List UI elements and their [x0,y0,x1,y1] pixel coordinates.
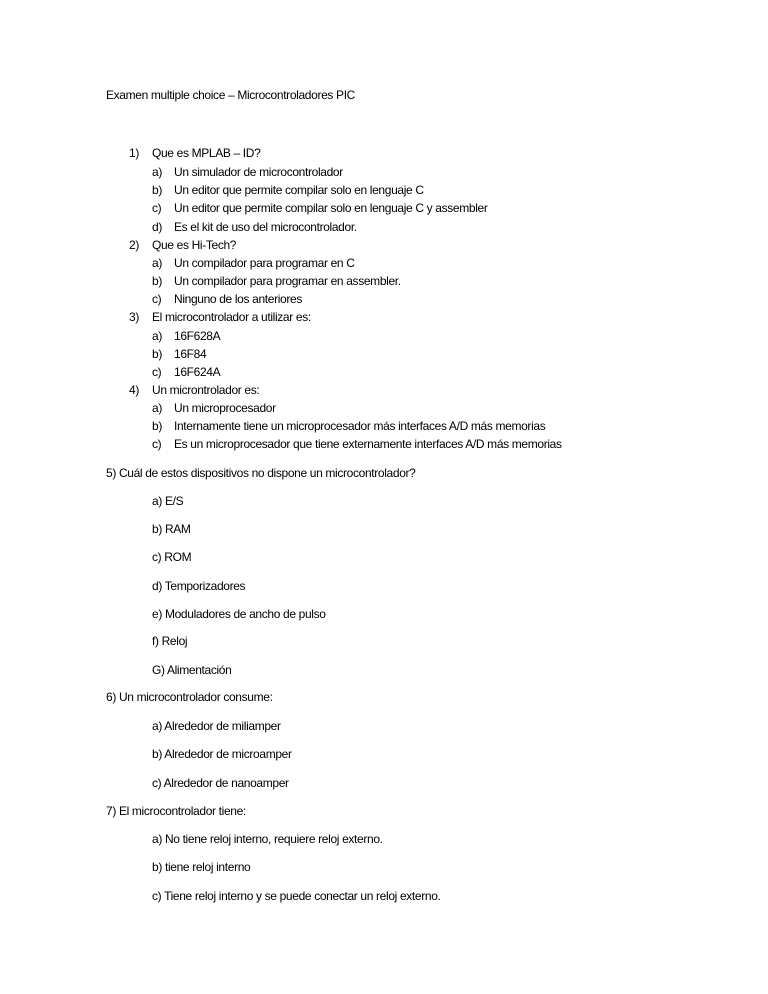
option-text: 16F624A [174,365,221,379]
question-5-text: 5) Cuál de estos dispositivos no dispone un microcontrolador? [106,466,416,480]
option-text: G) Alimentación [152,663,232,677]
option-text: b) tiene reloj interno [152,860,251,874]
option-text: Un microprocesador [174,401,276,415]
option-text: a) Alrededor de miliamper [152,719,281,733]
question-7-text: 7) El microcontrolador tiene: [106,804,246,818]
option-text: b) Alrededor de microamper [152,747,292,761]
question-2-text: Que es Hi-Tech? [152,238,237,252]
option-text: Ninguno de los anteriores [174,292,303,306]
option-label: d) [152,220,162,234]
option-text: Internamente tiene un microprocesador más interfaces A/D más memorias [174,419,546,433]
option-text: a) E/S [152,494,184,508]
question-1-text: Que es MPLAB – ID? [152,146,261,160]
question-number: 3) [129,310,139,324]
option-text: a) No tiene reloj interno, requiere reloj externo. [152,832,383,846]
page-title: Examen multiple choice – Microcontroladores PIC [106,88,355,102]
option-text: 16F84 [174,347,207,361]
question-3-text: El microcontrolador a utilizar es: [152,310,311,324]
option-label: a) [152,329,162,343]
option-label: a) [152,401,162,415]
option-text: Un editor que permite compilar solo en lenguaje C y assembler [174,201,488,215]
option-text: Un compilador para programar en C [174,256,355,270]
option-text: Es un microprocesador que tiene externamente interfaces A/D más memorias [174,437,562,451]
question-4-text: Un microntrolador es: [152,383,260,397]
option-label: a) [152,165,162,179]
option-text: 16F628A [174,329,221,343]
option-text: Un editor que permite compilar solo en lenguaje C [174,183,424,197]
option-text: e) Moduladores de ancho de pulso [152,607,326,621]
option-text: f) Reloj [152,634,188,648]
question-6-text: 6) Un microcontrolador consume: [106,690,273,704]
question-number: 2) [129,238,139,252]
option-text: c) Alrededor de nanoamper [152,776,289,790]
option-label: b) [152,347,162,361]
option-label: b) [152,183,162,197]
option-label: a) [152,256,162,270]
option-label: c) [152,201,162,215]
option-text: d) Temporizadores [152,579,246,593]
option-text: c) Tiene reloj interno y se puede conectar un reloj externo. [152,889,441,903]
option-text: c) ROM [152,550,192,564]
option-label: c) [152,292,162,306]
option-label: c) [152,365,162,379]
question-number: 4) [129,383,139,397]
option-label: b) [152,274,162,288]
option-text: b) RAM [152,522,191,536]
question-number: 1) [129,146,139,160]
option-label: c) [152,437,162,451]
option-label: b) [152,419,162,433]
option-text: Un compilador para programar en assembler. [174,274,401,288]
option-text: Un simulador de microcontrolador [174,165,343,179]
question-1 [129,146,139,160]
option-text: Es el kit de uso del microcontrolador. [174,220,357,234]
